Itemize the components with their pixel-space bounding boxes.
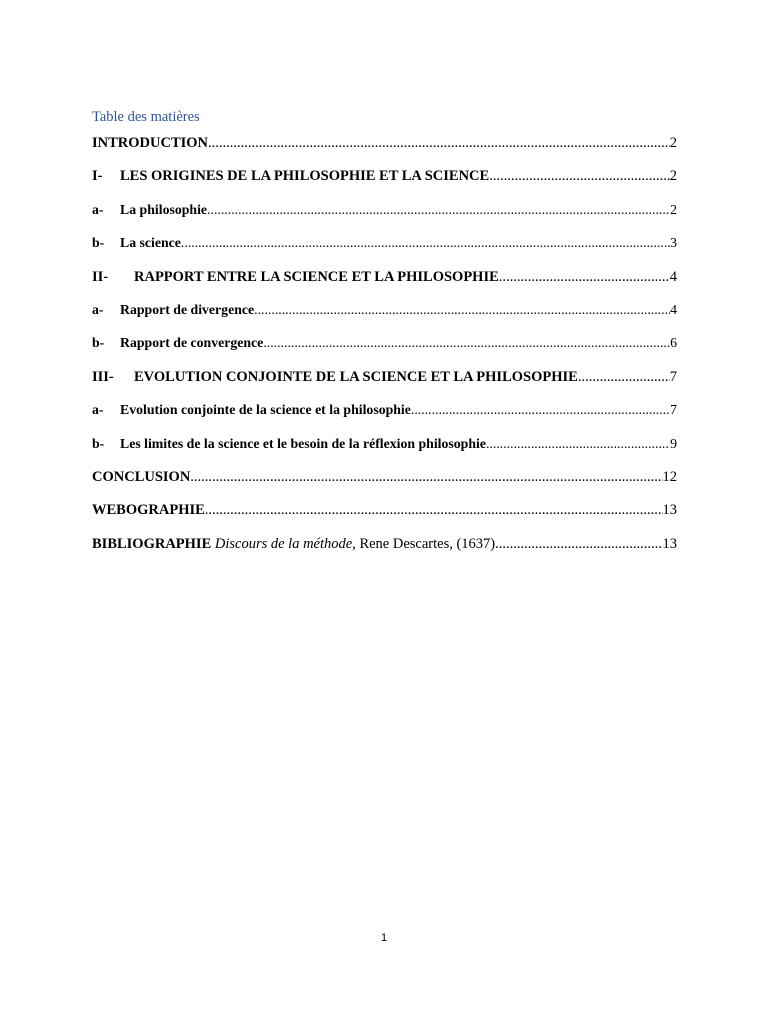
toc-entry-label: INTRODUCTION [92, 135, 209, 151]
toc-entry-label [92, 536, 495, 553]
toc-entry-page: 2 [670, 201, 677, 217]
toc-entry-page: 7 [669, 368, 677, 385]
toc-entry-label: EVOLUTION CONJOINTE DE LA SCIENCE ET LA PHILOSOPHIE [134, 368, 578, 385]
toc-entry-section-1a[interactable] [92, 202, 677, 235]
toc-entry-label: RAPPORT ENTRE LA SCIENCE ET LA PHILOSOPHIE [134, 268, 499, 285]
toc-entry-label: La philosophie [120, 201, 208, 217]
toc-entry-label: Les limites de la science et le besoin de la réflexion philosophie [120, 435, 486, 451]
toc-leader-dots [181, 235, 670, 251]
toc-entry-label: Evolution conjointe de la science et la philosophie [120, 402, 411, 418]
toc-entry-label: CONCLUSION [92, 468, 191, 485]
toc-entry-number: a- [92, 402, 104, 418]
table-of-contents [92, 107, 677, 569]
toc-entry-conclusion[interactable] [92, 469, 677, 502]
toc-leader-dots [207, 202, 670, 218]
toc-title: Table des matières [92, 109, 200, 125]
toc-entry-page: 6 [670, 335, 677, 351]
toc-entry-webographie[interactable] [92, 502, 677, 535]
toc-leader-dots [495, 536, 662, 553]
toc-leader-dots [411, 402, 670, 418]
toc-entry-label-main: BIBLIOGRAPHIE [92, 535, 212, 552]
toc-entry-section-2a[interactable] [92, 302, 677, 335]
toc-entry-page: 4 [670, 301, 677, 317]
toc-entry-number: II- [92, 268, 109, 285]
toc-leader-dots [263, 335, 670, 351]
toc-entry-number: a- [92, 301, 104, 317]
toc-leader-dots [486, 436, 670, 452]
toc-entry-page: 9 [670, 435, 677, 451]
toc-entry-page: 2 [669, 135, 677, 151]
toc-entry-page: 7 [670, 402, 677, 418]
toc-entry-page: 3 [670, 235, 677, 251]
toc-entry-section-1b[interactable] [92, 235, 677, 268]
toc-entry-number: b- [92, 335, 105, 351]
toc-entry-number: b- [92, 235, 105, 251]
toc-entry-page: 4 [669, 268, 677, 285]
toc-entry-label-italic: Discours de la méthode, [214, 535, 356, 552]
page-number: 1 [380, 932, 388, 944]
toc-entry-number: I- [92, 168, 103, 185]
toc-entry-label: Rapport de divergence [120, 301, 255, 317]
toc-entry-section-3[interactable] [92, 369, 677, 402]
toc-leader-dots [205, 502, 663, 519]
toc-entry-label: Rapport de convergence [120, 335, 264, 351]
toc-entry-page: 13 [662, 502, 677, 519]
toc-entry-label: LES ORIGINES DE LA PHILOSOPHIE ET LA SCIENCE [120, 168, 490, 185]
toc-entry-label: La science [120, 235, 181, 251]
toc-leader-dots [190, 469, 662, 486]
toc-entry-number: a- [92, 201, 104, 217]
toc-entry-section-3b[interactable] [92, 436, 677, 469]
toc-entry-section-2b[interactable] [92, 335, 677, 368]
toc-entry-page: 12 [662, 468, 677, 485]
toc-leader-dots [578, 369, 670, 386]
toc-leader-dots [254, 302, 670, 318]
toc-entry-label-rest: Rene Descartes, (1637) [359, 535, 496, 552]
toc-leader-dots [208, 135, 670, 152]
toc-entry-introduction[interactable] [92, 135, 677, 168]
toc-entry-page: 2 [669, 168, 677, 185]
toc-leader-dots [499, 269, 670, 286]
toc-entry-label: WEBOGRAPHIE [92, 502, 205, 519]
toc-entry-number: b- [92, 435, 105, 451]
toc-entry-section-1[interactable] [92, 168, 677, 201]
toc-leader-dots [489, 168, 670, 185]
toc-entry-bibliographie[interactable] [92, 536, 677, 569]
toc-entry-section-3a[interactable] [92, 402, 677, 435]
toc-entry-number: III- [92, 368, 114, 385]
toc-entry-section-2[interactable] [92, 269, 677, 302]
toc-entry-page: 13 [662, 535, 677, 552]
